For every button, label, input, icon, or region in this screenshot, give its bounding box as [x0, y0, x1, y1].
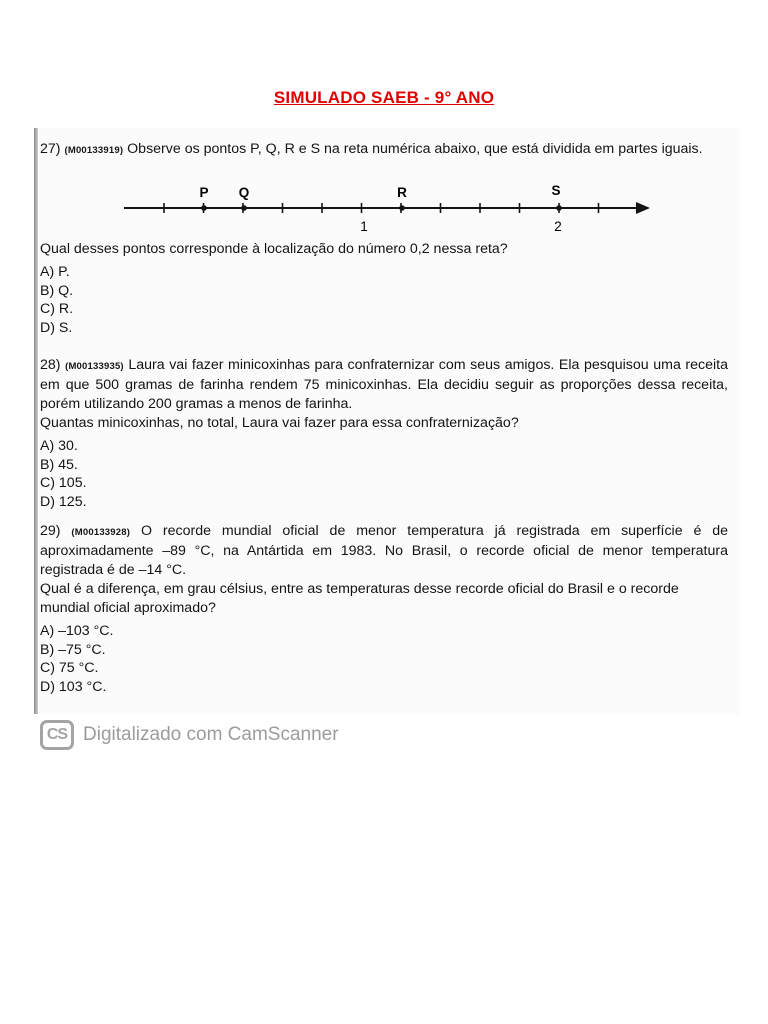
answer-options	[40, 622, 728, 696]
point-label-r: R	[397, 185, 407, 200]
question-code: (M00133919)	[64, 145, 124, 156]
scanned-page	[34, 128, 740, 714]
camscanner-logo-icon: CS	[40, 720, 74, 750]
option-a: A) 30.	[40, 438, 78, 454]
point-label-p: P	[199, 185, 209, 200]
scan-edge-shadow	[34, 128, 38, 714]
question-intro: Laura vai fazer minicoxinhas para confraternizar com seus amigos. Ela pesquisou uma receita em que 500 gramas de farinha rendem 75 minicoxinhas. Ela decidiu seguir as proporções dessa receita, porém utilizando 200 gramas a menos de farinha.	[40, 357, 728, 412]
question-intro: O recorde mundial oficial de menor temperatura já registrada em superfície é de aproximadamente –89 °C, na Antártida em 1983. No Brasil, o recorde oficial de menor temperatura registrada é de –14 °C.	[40, 523, 728, 578]
tick-label-1: 1	[360, 219, 368, 234]
question-intro: Observe os pontos P, Q, R e S na reta numérica abaixo, que está dividida em partes iguais.	[127, 141, 703, 157]
question-code: (M00133928)	[71, 527, 131, 538]
point-label-s: S	[551, 183, 561, 198]
question-28-header	[40, 356, 728, 414]
option-d: D) 125.	[40, 493, 87, 510]
point-dot-p	[201, 205, 207, 211]
question-number: 28)	[40, 357, 61, 373]
camscanner-watermark: Digitalizado com CamScanner	[83, 724, 339, 745]
tick-label-2: 2	[554, 219, 562, 234]
question-28	[40, 356, 728, 511]
question-27-header	[40, 140, 728, 160]
answer-options	[40, 437, 728, 511]
number-line-arrow	[636, 202, 650, 214]
question-prompt: Quantas minicoxinhas, no total, Laura vai fazer para essa confraternização?	[40, 415, 519, 431]
option-b: B) 45.	[40, 456, 78, 473]
question-code: (M00133935)	[65, 361, 124, 372]
option-c: C) 75 °C.	[40, 660, 99, 677]
question-29	[40, 522, 728, 696]
option-a: A) P.	[40, 264, 70, 280]
option-b: B) Q.	[40, 282, 74, 299]
answer-options	[40, 263, 728, 337]
question-number: 29)	[40, 523, 61, 539]
option-c: C) 105.	[40, 475, 87, 492]
option-a: A) –103 °C.	[40, 623, 114, 639]
question-27	[40, 140, 728, 336]
question-prompt: Qual é a diferença, em grau célsius, entre as temperaturas desse recorde oficial do Brasil e o recorde mundial oficial aproximado?	[40, 581, 679, 616]
page-title: SIMULADO SAEB - 9° ANO	[273, 88, 495, 107]
point-dot-q	[241, 205, 247, 211]
option-d: D) 103 °C.	[40, 678, 107, 695]
point-label-q: Q	[238, 185, 250, 200]
question-prompt: Qual desses pontos corresponde à localização do número 0,2 nessa reta?	[40, 241, 508, 257]
question-29-header	[40, 522, 728, 580]
point-dot-r	[399, 205, 405, 211]
number-line	[124, 180, 654, 244]
option-d: D) S.	[40, 319, 73, 336]
point-dot-s	[556, 205, 562, 211]
question-number: 27)	[40, 141, 61, 157]
option-c: C) R.	[40, 301, 74, 318]
option-b: B) –75 °C.	[40, 641, 106, 658]
